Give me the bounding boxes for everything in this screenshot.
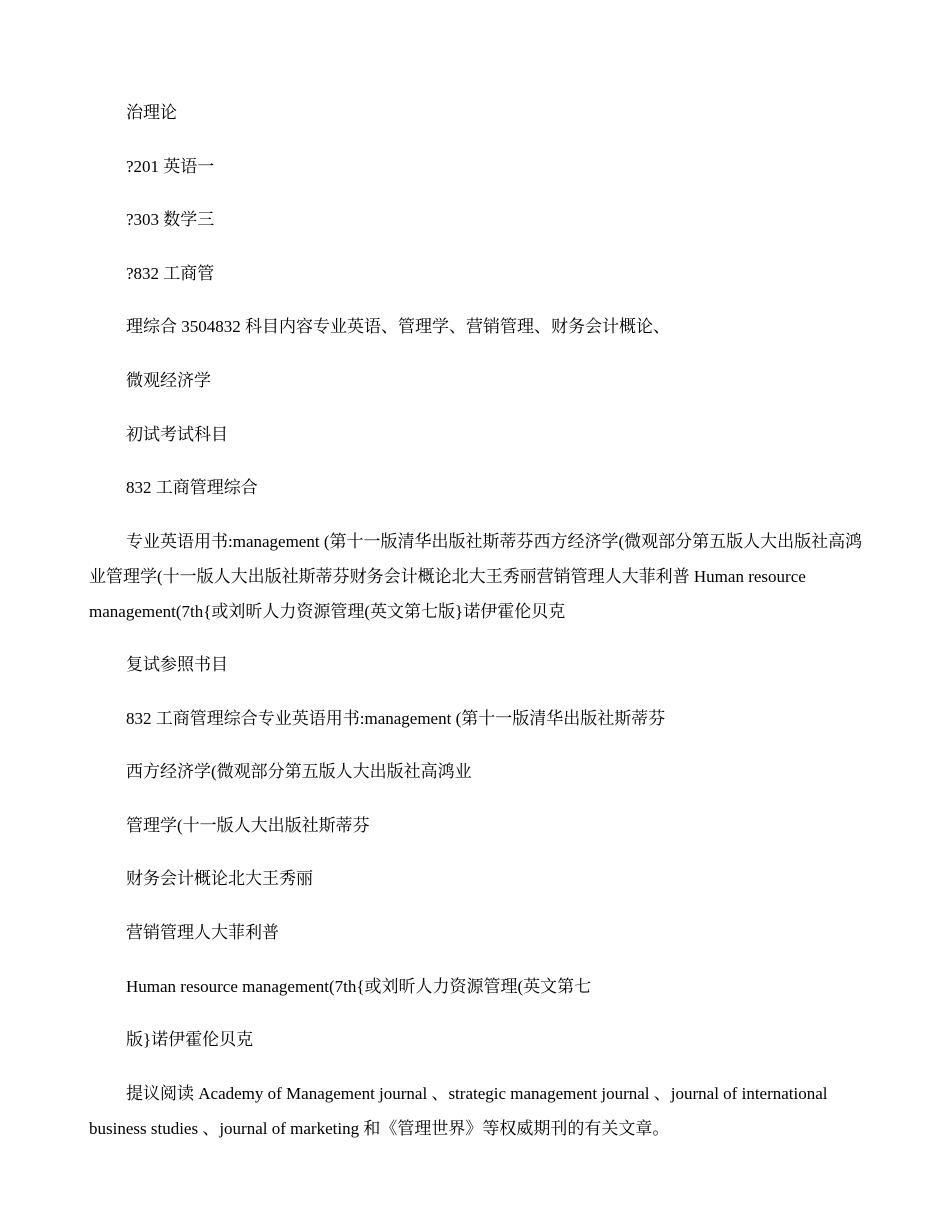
paragraph-suggested-reading: 提议阅读 Academy of Management journal 、strategic management journal 、journal of international business studies 、journal of marketing 和《管理世界》等权威期刊的有关文章。 <box>89 1084 828 1138</box>
paragraph-retest-hr-book-authors: 版}诺伊霍伦贝克 <box>126 1030 254 1049</box>
paragraph-retest-management-book: 管理学(十一版人大出版社斯蒂芬 <box>126 816 370 835</box>
paragraph-retest-english-book: 832 工商管理综合专业英语用书:management (第十一版清华出版社斯蒂芬 <box>126 709 666 728</box>
paragraph-retest-accounting-book: 财务会计概论北大王秀丽 <box>126 869 313 888</box>
paragraph-832-business-management: 832 工商管理综合 <box>126 478 258 497</box>
paragraph-politics-theory: 治理论 <box>126 103 177 122</box>
paragraph-subject-content: 理综合 3504832 科目内容专业英语、管理学、营销管理、财务会计概论、 <box>126 317 670 336</box>
paragraph-english-one: ?201 英语一 <box>126 157 215 176</box>
paragraph-retest-marketing-book: 营销管理人大菲利普 <box>126 923 279 942</box>
section-heading-initial-exam-subjects: 初试考试科目 <box>126 425 228 444</box>
paragraph-retest-economics-book: 西方经济学(微观部分第五版人大出版社高鸿业 <box>126 762 472 781</box>
paragraph-microeconomics: 微观经济学 <box>126 371 211 390</box>
paragraph-textbook-list: 专业英语用书:management (第十一版清华出版社斯蒂芬西方经济学(微观部分第五版人大出版社高鸿业管理学(十一版人大出版社斯蒂芬财务会计概论北大王秀丽营销管理人大菲利普 Human resource management(7th{或刘昕人力资源管理(英文第七版}诺伊霍伦贝克 <box>89 532 863 621</box>
paragraph-retest-hr-book: Human resource management(7th{或刘昕人力资源管理(英文第七 <box>126 977 592 996</box>
section-heading-retest-reference-books: 复试参照书目 <box>126 655 228 674</box>
paragraph-business-management-code: ?832 工商管 <box>126 264 215 283</box>
paragraph-math-three: ?303 数学三 <box>126 210 215 229</box>
